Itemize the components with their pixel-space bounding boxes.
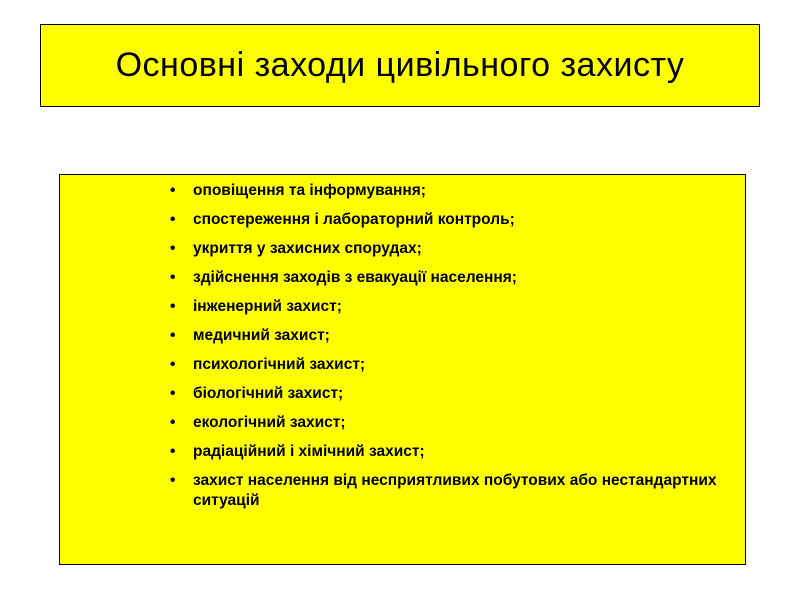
list-item-text: екологічний захист; xyxy=(193,414,346,431)
bullet-icon: • xyxy=(170,472,176,489)
slide-title: Основні заходи цивільного захисту xyxy=(115,46,685,84)
bullet-icon: • xyxy=(170,443,176,460)
list-item xyxy=(170,355,730,375)
list-item-text: радіаційний і хімічний захист; xyxy=(193,443,425,460)
list-item xyxy=(170,442,730,462)
list-item-text: здійснення заходів з евакуації населення; xyxy=(193,269,517,286)
list-item-text: медичний захист; xyxy=(193,327,330,344)
list-item-text: біологічний захист; xyxy=(193,385,344,402)
bullet-icon: • xyxy=(170,269,176,286)
list-item-text: оповіщення та інформування; xyxy=(193,182,426,199)
bullet-icon: • xyxy=(170,240,176,257)
list-item xyxy=(170,268,730,288)
list-item xyxy=(170,181,730,201)
title-box xyxy=(40,24,760,107)
bullet-icon: • xyxy=(170,385,176,402)
list-item-text: спостереження і лабораторний контроль; xyxy=(193,211,515,228)
list-item-text: інженерний захист; xyxy=(193,298,342,315)
list-item xyxy=(170,239,730,259)
bullet-icon: • xyxy=(170,356,176,373)
bullet-icon: • xyxy=(170,211,176,228)
list-item xyxy=(170,326,730,346)
content-box xyxy=(59,174,746,565)
list-item-text: психологічний захист; xyxy=(193,356,366,373)
bullet-icon: • xyxy=(170,298,176,315)
bullet-icon: • xyxy=(170,327,176,344)
list-item xyxy=(170,413,730,433)
list-item xyxy=(170,471,730,511)
list-item xyxy=(170,297,730,317)
list-item xyxy=(170,210,730,230)
bullet-icon: • xyxy=(170,182,176,199)
list-item-text: укриття у захисних спорудах; xyxy=(193,240,422,257)
list-item-text: захист населення від несприятливих побутових або нестандартних ситуацій xyxy=(193,472,717,509)
bullet-list xyxy=(170,181,730,520)
bullet-icon: • xyxy=(170,414,176,431)
list-item xyxy=(170,384,730,404)
